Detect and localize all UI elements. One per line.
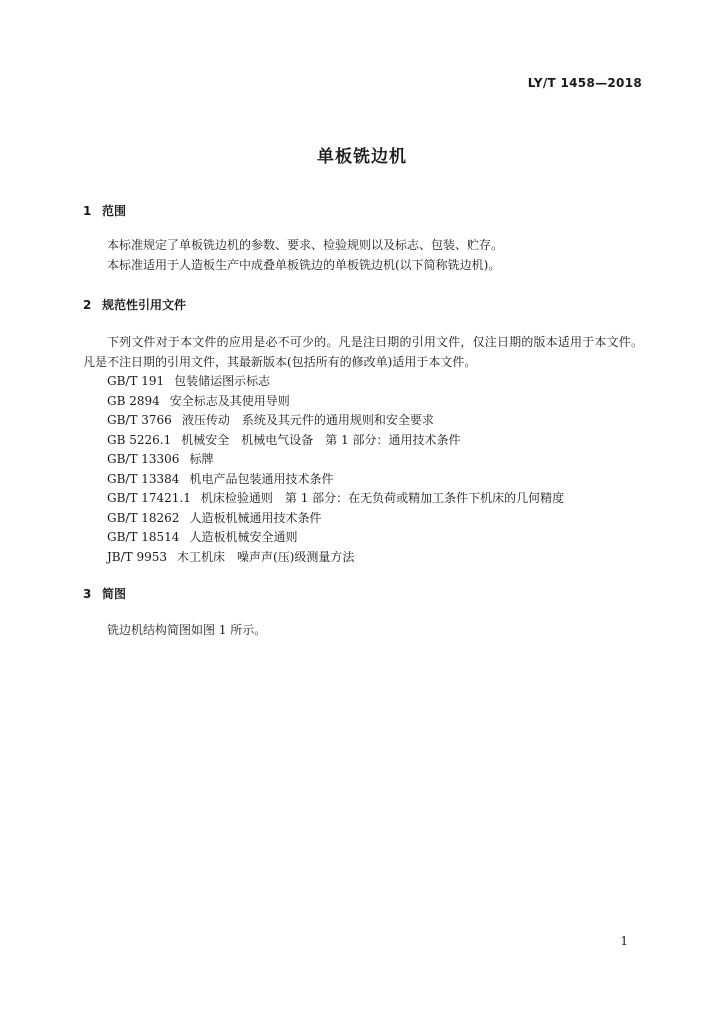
standard-number: LY/T 1458—2018 xyxy=(527,76,642,90)
reference-code: GB/T 18262 xyxy=(107,510,180,525)
page-number: 1 xyxy=(620,934,628,948)
reference-code: GB/T 3766 xyxy=(107,413,172,427)
section-heading-diagram xyxy=(83,585,126,602)
reference-title: 木工机床 噪声声(压)级测量方法 xyxy=(177,549,355,564)
section-heading-normative-references xyxy=(83,296,186,313)
reference-title: 液压传动 系统及其元件的通用规则和安全要求 xyxy=(181,413,434,427)
reference-code: JB/T 9953 xyxy=(107,549,168,564)
reference-item xyxy=(107,392,564,412)
reference-list xyxy=(107,372,564,567)
reference-title: 人造板机械安全通则 xyxy=(189,530,298,544)
reference-item xyxy=(107,528,564,548)
section-number: 3 xyxy=(83,587,92,601)
reference-code: GB/T 13306 xyxy=(107,452,180,466)
reference-item xyxy=(107,450,564,470)
section-title: 范围 xyxy=(102,204,127,218)
reference-title: 人造板机械通用技术条件 xyxy=(189,510,322,525)
reference-item xyxy=(107,548,564,568)
reference-code: GB/T 191 xyxy=(107,374,165,388)
reference-code: GB/T 18514 xyxy=(107,530,180,544)
paragraph: 下列文件对于本文件的应用是必不可少的。凡是注日期的引用文件，仅注日期的版本适用于本文件。凡是不注日期的引用文件，其最新版本(包括所有的修改单)适用于本文件。 xyxy=(83,335,643,369)
reference-title: 包装储运图示标志 xyxy=(174,374,271,388)
reference-item xyxy=(107,470,564,490)
reference-code: GB 2894 xyxy=(107,393,160,408)
section-heading-scope xyxy=(83,202,126,219)
section-number: 1 xyxy=(83,204,92,218)
section-number: 2 xyxy=(83,298,92,312)
section-title: 规范性引用文件 xyxy=(102,298,187,312)
reference-title: 标牌 xyxy=(189,452,214,466)
reference-item xyxy=(107,411,564,431)
paragraph: 本标准规定了单板铣边机的参数、要求、检验规则以及标志、包装、贮存。 xyxy=(107,238,504,252)
reference-item xyxy=(107,509,564,529)
reference-title: 安全标志及其使用导则 xyxy=(169,393,290,408)
reference-code: GB/T 17421.1 xyxy=(107,491,191,505)
reference-title: 机床检验通则 第 1 部分：在无负荷或精加工条件下机床的几何精度 xyxy=(200,491,565,505)
section-title: 简图 xyxy=(102,587,127,601)
reference-title: 机电产品包装通用技术条件 xyxy=(189,471,334,486)
paragraph: 铣边机结构简图如图 1 所示。 xyxy=(107,623,267,637)
reference-title: 机械安全 机械电气设备 第 1 部分：通用技术条件 xyxy=(181,432,461,447)
reference-item xyxy=(107,431,564,451)
document-title: 单板铣边机 xyxy=(317,147,407,167)
reference-code: GB 5226.1 xyxy=(107,432,172,447)
reference-item xyxy=(107,372,564,392)
section-intro-normative-references xyxy=(83,333,643,372)
reference-item xyxy=(107,489,564,509)
section-body-scope xyxy=(83,236,643,275)
reference-code: GB/T 13384 xyxy=(107,471,180,486)
paragraph: 本标准适用于人造板生产中成叠单板铣边的单板铣边机(以下简称铣边机)。 xyxy=(107,257,501,272)
section-body-diagram xyxy=(83,621,643,641)
